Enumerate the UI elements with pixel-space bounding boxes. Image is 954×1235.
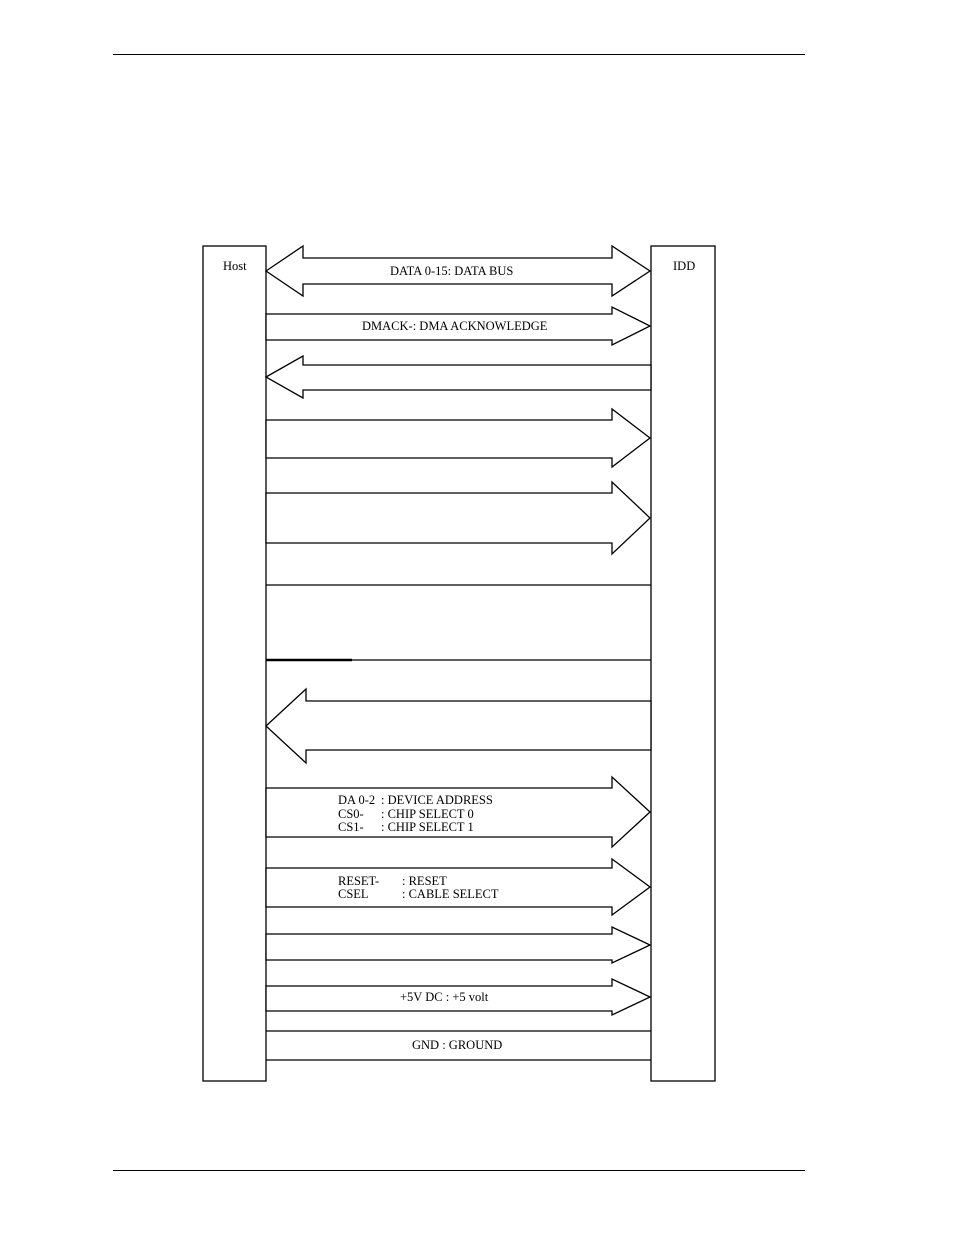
host-box: [203, 246, 266, 1081]
da-desc: : DEVICE ADDRESS: [381, 793, 493, 807]
csel-desc: : CABLE SELECT: [402, 887, 499, 901]
host-label: Host: [223, 259, 247, 273]
reset-name: RESET-: [338, 874, 380, 888]
da-name: DA 0-2: [338, 793, 376, 807]
dmack-label: DMACK-: DMA ACKNOWLEDGE: [362, 319, 548, 333]
cs1-desc: : CHIP SELECT 1: [381, 820, 474, 834]
idd-to-host-arrow-2: [266, 689, 651, 763]
host-to-idd-arrow-1: [266, 409, 650, 467]
csel-name: CSEL: [338, 887, 369, 901]
cs0-name: CS0-: [338, 807, 364, 821]
idd-label: IDD: [673, 259, 696, 273]
idd-to-host-arrow-1: [266, 356, 651, 398]
ground-label: GND : GROUND: [412, 1038, 503, 1052]
host-to-idd-arrow-3: [266, 927, 650, 963]
data-bus-label: DATA 0-15: DATA BUS: [390, 264, 514, 278]
idd-box: [651, 246, 715, 1081]
power-label: +5V DC : +5 volt: [400, 990, 489, 1004]
host-to-idd-arrow-2: [266, 482, 650, 554]
cs1-name: CS1-: [338, 820, 364, 834]
cs0-desc: : CHIP SELECT 0: [381, 807, 474, 821]
reset-desc: : RESET: [402, 874, 447, 888]
